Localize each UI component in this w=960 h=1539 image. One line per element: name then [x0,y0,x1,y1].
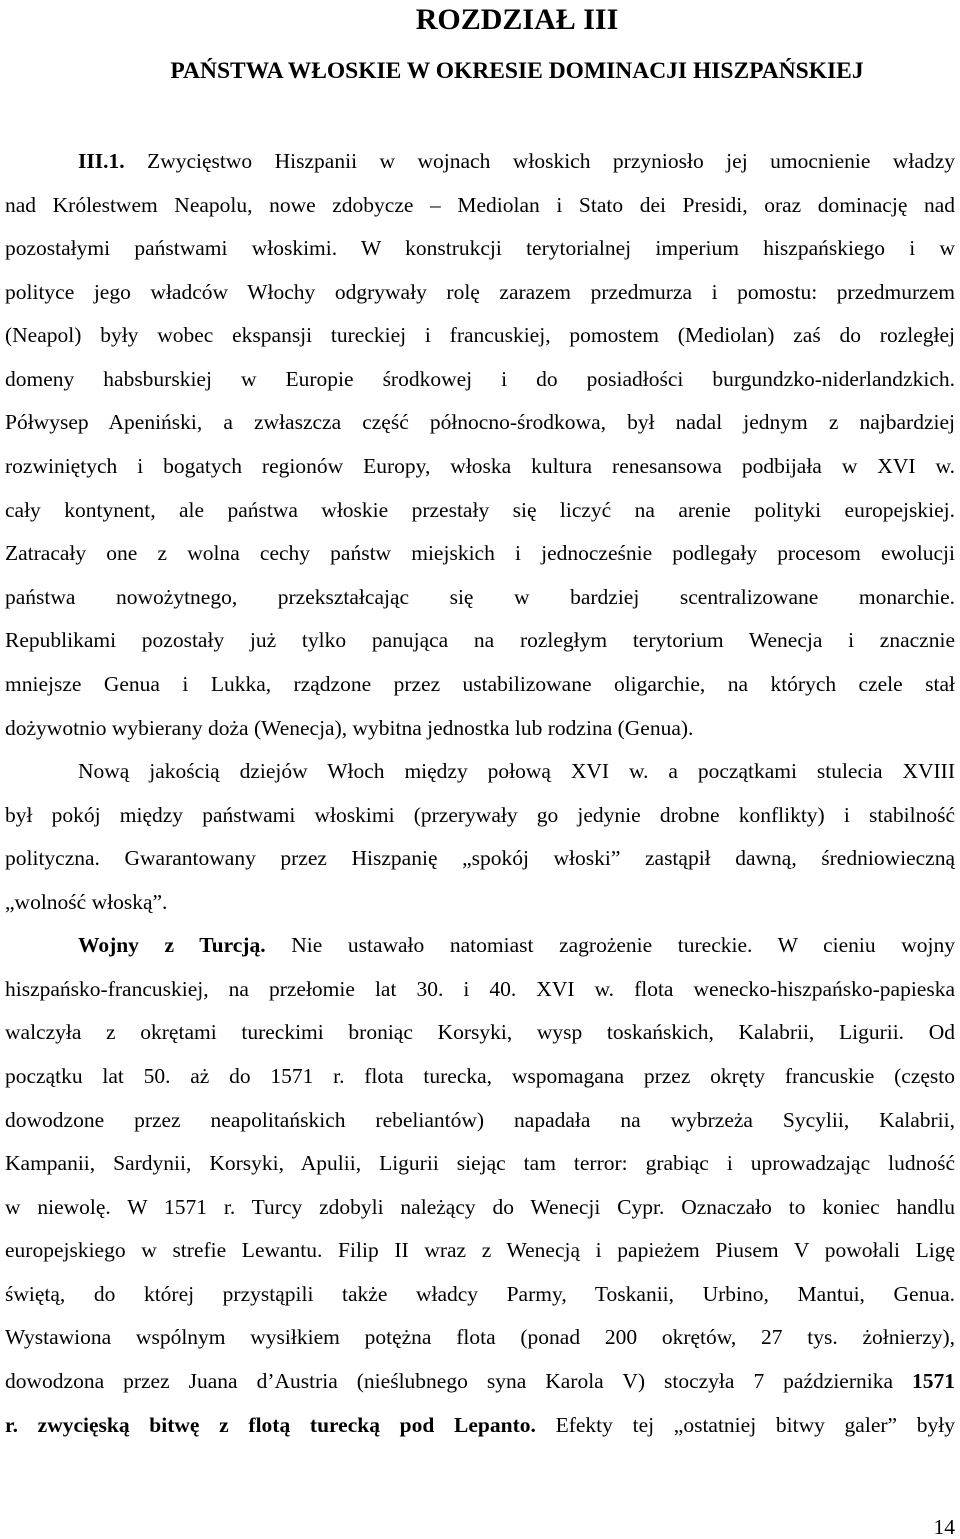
paragraph-line: początku lat 50. aż do 1571 r. flota turecka, wspomagana przez okręty francuskie (często [5,1064,955,1088]
paragraph-line: pozostałymi państwami włoskimi. W konstrukcji terytorialnej imperium hiszpańskiego i w [5,236,955,260]
paragraph-line: hiszpańsko-francuskiej, na przełomie lat 30. i 40. XVI w. flota wenecko-hiszpańsko-papieska [5,977,955,1001]
bold-date: 1571 [912,1369,955,1393]
paragraph-line: Kampanii, Sardynii, Korsyki, Apulii, Ligurii siejąc tam terror: grabiąc i uprowadzając ludność [5,1151,955,1175]
paragraph-line: europejskiego w strefie Lewantu. Filip II wraz z Wenecją i papieżem Piusem V powołali Ligę [5,1238,955,1262]
paragraph-line [5,1368,955,1394]
paragraph-line: walczyła z okrętami tureckimi broniąc Korsyki, wysp toskańskich, Kalabrii, Ligurii. Od [5,1020,955,1044]
page-number: 14 [933,1515,955,1539]
paragraph-heading: Wojny z Turcją. [78,933,266,957]
chapter-subtitle: PAŃSTWA WŁOSKIE W OKRESIE DOMINACJI HISZPAŃSKIEJ [170,58,864,84]
paragraph-line: polityce jego władców Włochy odgrywały rolę zarazem przedmurza i pomostu: przedmurzem [5,280,955,304]
paragraph-line: Półwysep Apeniński, a zwłaszcza część północno-środkowa, był nadal jednym z najbardziej [5,410,955,434]
bold-battle-text: r. zwycięską bitwę z flotą turecką pod Lepanto. [5,1413,536,1437]
paragraph-line: dowodzone przez neapolitańskich rebeliantów) napadała na wybrzeża Sycylii, Kalabrii, [5,1108,955,1132]
paragraph-line: nad Królestwem Neapolu, nowe zdobycze – Mediolan i Stato dei Presidi, oraz dominację nad [5,193,955,217]
line-text: Zwycięstwo Hiszpanii w wojnach włoskich przyniosło jej umocnienie władzy [124,149,955,173]
line-text: Efekty tej „ostatniej bitwy galer” były [535,1413,955,1437]
paragraph-line: „wolność włoską”. [5,890,168,914]
paragraph-line: (Neapol) były wobec ekspansji tureckiej i francuskiej, pomostem (Mediolan) zaś do rozległej [5,323,955,347]
chapter-title: ROZDZIAŁ III [415,3,619,36]
paragraph-line: Nową jakością dziejów Włoch między połową XVI w. a początkami stulecia XVIII [78,759,955,783]
paragraph-line: Zatracały one z wolna cechy państw miejskich i jednocześnie podlegały procesom ewolucji [5,541,955,565]
paragraph-line: świętą, do której przystąpili także władcy Parmy, Toskanii, Urbino, Mantui, Genua. [5,1282,955,1306]
section-number: III.1. [78,149,125,173]
paragraph-line [78,148,955,174]
paragraph-line: w niewolę. W 1571 r. Turcy zdobyli należący do Wenecji Cypr. Oznaczało to koniec handlu [5,1195,955,1219]
line-text: Nie ustawało natomiast zagrożenie tureckie. W cieniu wojny [265,933,956,957]
paragraph-line: polityczna. Gwarantowany przez Hiszpanię „spokój włoski” zastąpił dawną, średniowieczną [5,846,955,870]
paragraph-line: mniejsze Genua i Lukka, rządzone przez ustabilizowane oligarchie, na których czele stał [5,672,955,696]
paragraph-line: dożywotnio wybierany doża (Wenecja), wybitna jednostka lub rodzina (Genua). [5,716,694,740]
line-text: dowodzona przez Juana d’Austria (nieślubnego syna Karola V) stoczyła 7 października [5,1369,912,1393]
paragraph-line: Wystawiona wspólnym wysiłkiem potężna flota (ponad 200 okrętów, 27 tys. żołnierzy), [5,1325,955,1349]
paragraph-line: był pokój między państwami włoskimi (przerywały go jedynie drobne konflikty) i stabilność [5,803,955,827]
paragraph-line [5,1412,955,1438]
paragraph-line: cały kontynent, ale państwa włoskie przestały się liczyć na arenie polityki europejskiej. [5,498,955,522]
paragraph-line: domeny habsburskiej w Europie środkowej i do posiadłości burgundzko-niderlandzkich. [5,367,955,391]
paragraph-line: Republikami pozostały już tylko panująca na rozległym terytorium Wenecja i znacznie [5,628,955,652]
paragraph-line: rozwiniętych i bogatych regionów Europy, włoska kultura renesansowa podbijała w XVI w. [5,454,955,478]
paragraph-line: państwa nowożytnego, przekształcając się w bardziej scentralizowane monarchie. [5,585,955,609]
paragraph-line [78,932,955,958]
